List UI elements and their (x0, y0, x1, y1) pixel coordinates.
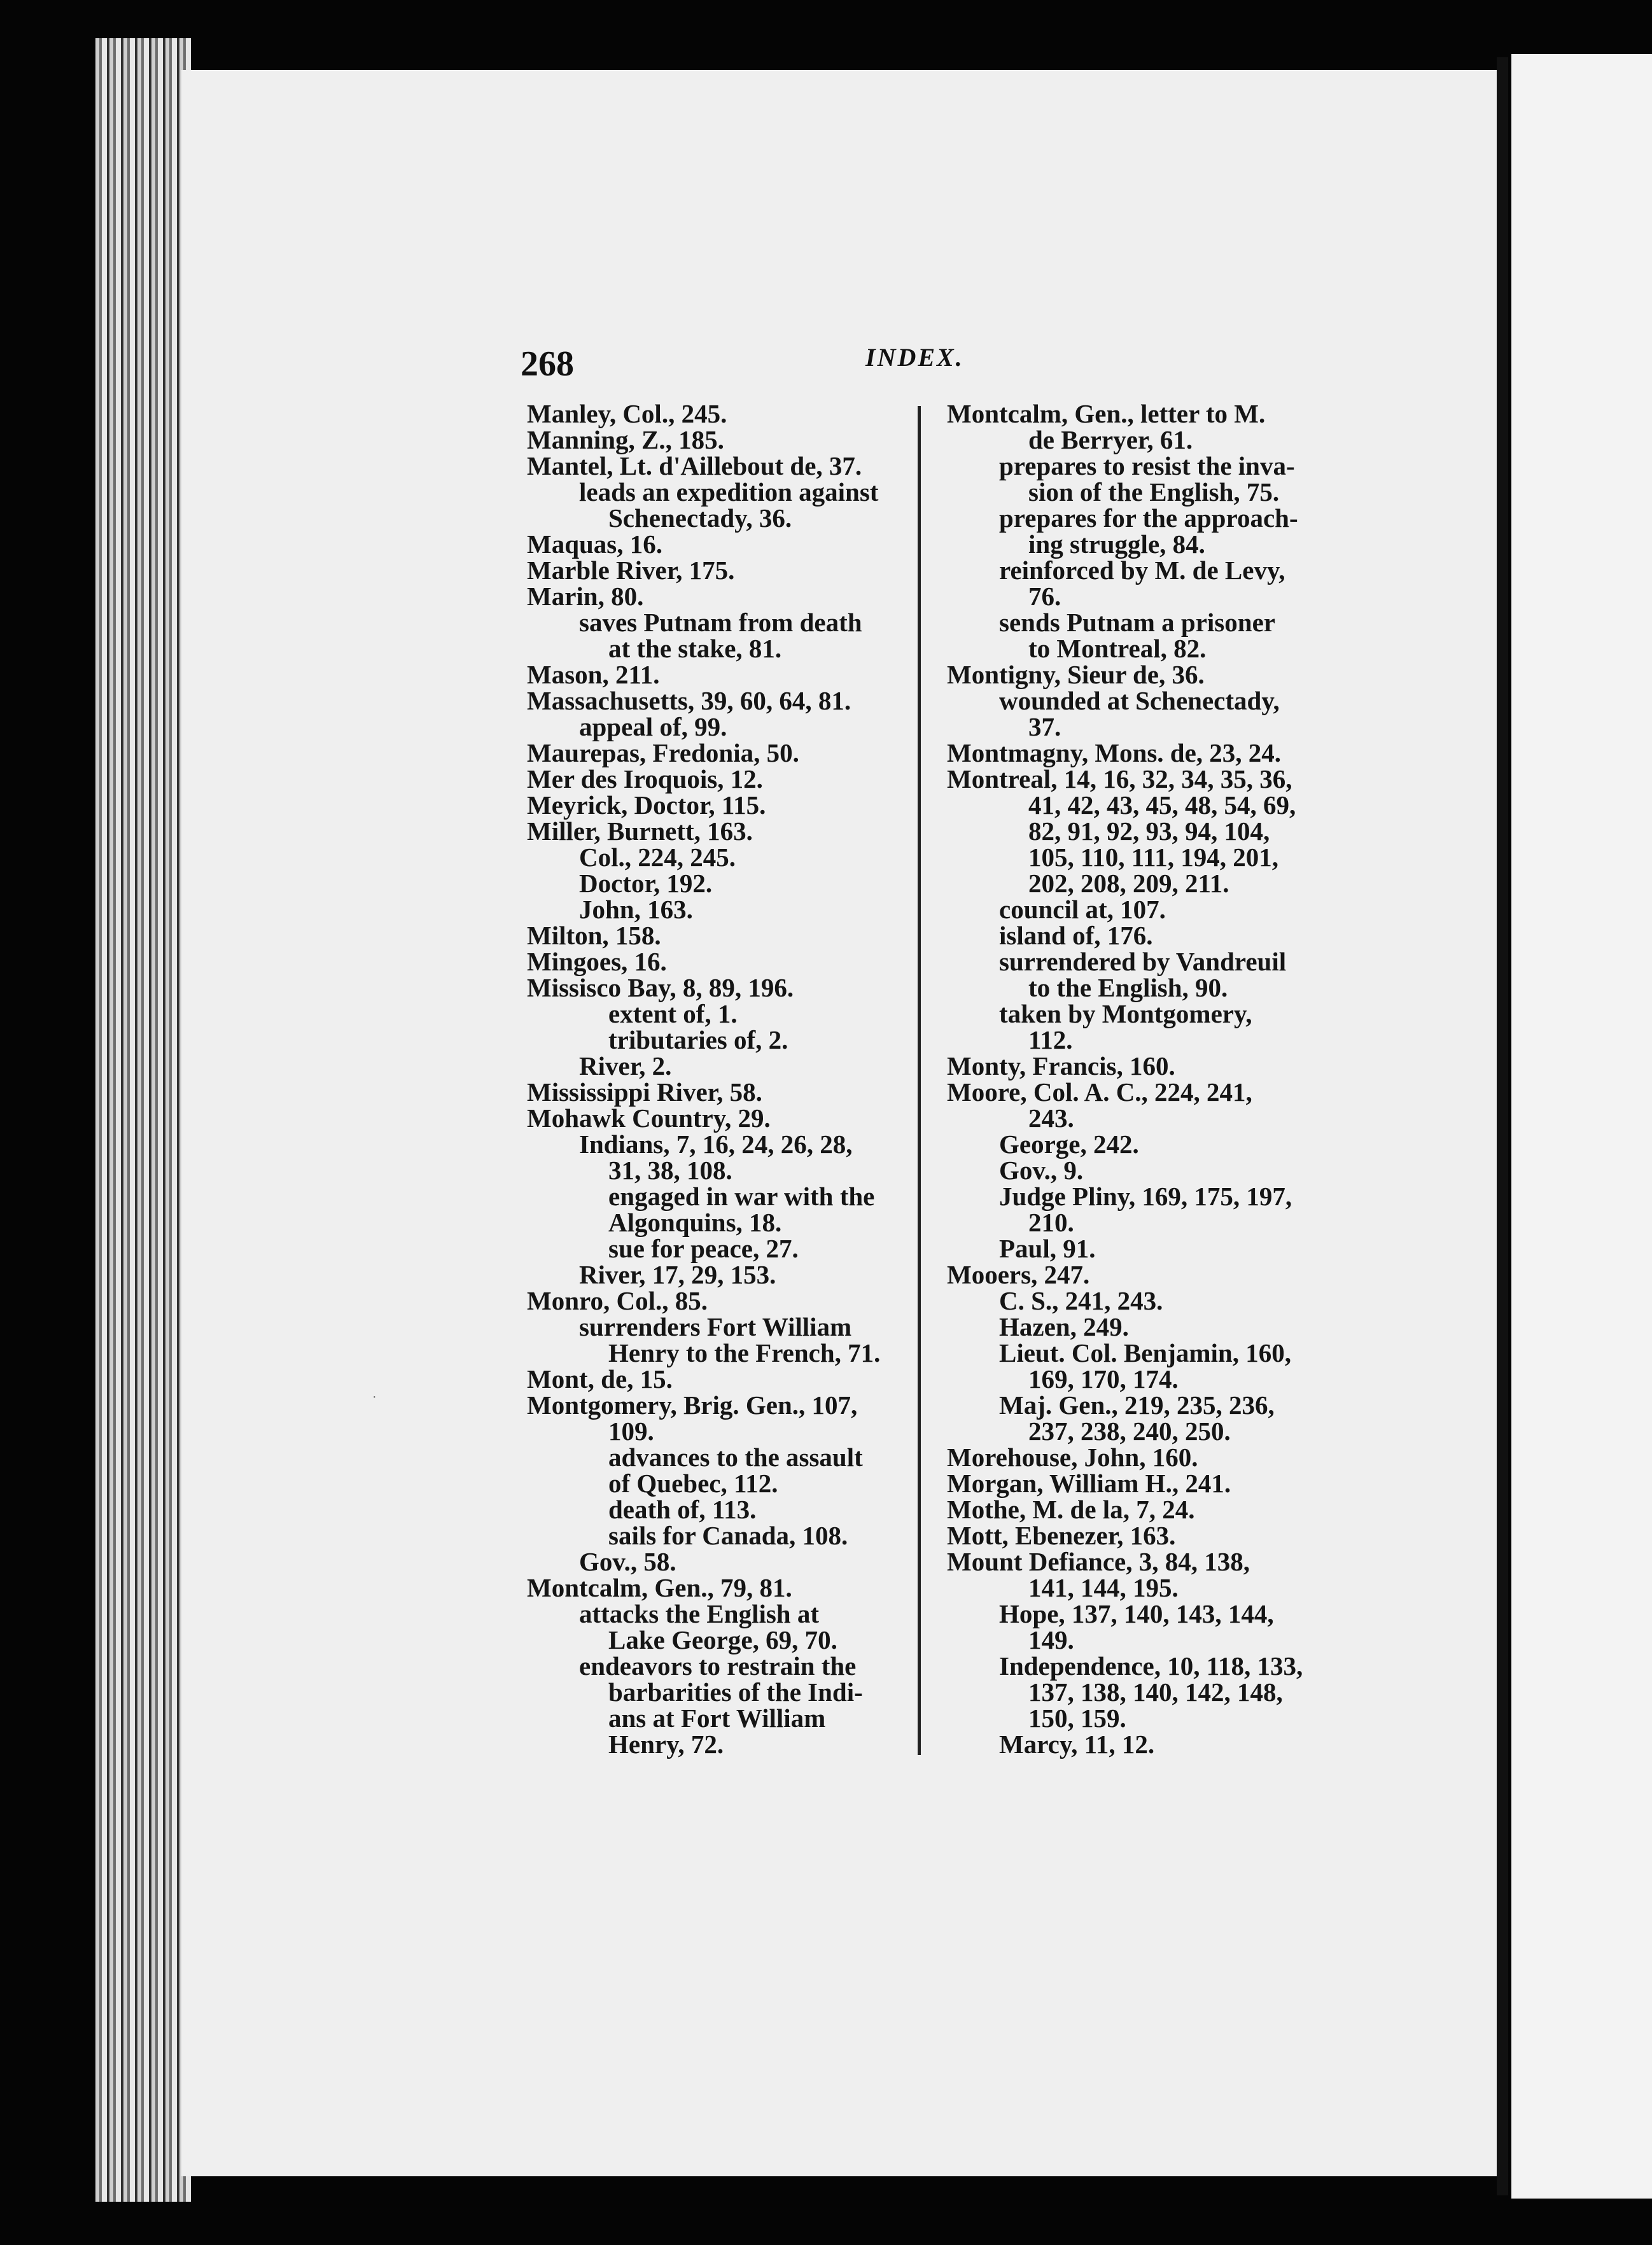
index-entry: Moore, Col. A. C., 224, 241, (947, 1077, 1252, 1107)
index-entry: taken by Montgomery, (999, 999, 1252, 1028)
index-entry: to the English, 90. (1028, 973, 1228, 1002)
index-entry: Mingoes, 16. (527, 947, 667, 976)
index-entry: 237, 238, 240, 250. (1028, 1416, 1231, 1446)
index-entry: Doctor, 192. (579, 869, 713, 898)
index-entry: Meyrick, Doctor, 115. (527, 790, 766, 820)
index-entry: Mantel, Lt. d'Aillebout de, 37. (527, 451, 862, 480)
index-entry: Indians, 7, 16, 24, 26, 28, (579, 1129, 853, 1159)
index-entry: Gov., 9. (999, 1156, 1084, 1185)
index-entry: Massachusetts, 39, 60, 64, 81. (527, 686, 851, 715)
index-entry: Mississippi River, 58. (527, 1077, 762, 1107)
index-entry: 243. (1028, 1103, 1074, 1133)
index-column-left (527, 401, 909, 1758)
index-entry: River, 17, 29, 153. (579, 1260, 776, 1289)
index-entry: Henry, 72. (608, 1730, 724, 1759)
index-entry: Algonquins, 18. (608, 1208, 782, 1237)
index-entry: Montcalm, Gen., 79, 81. (527, 1573, 792, 1602)
index-entry: Mooers, 247. (947, 1260, 1090, 1289)
index-entry: Mount Defiance, 3, 84, 138, (947, 1547, 1250, 1576)
index-entry: Independence, 10, 118, 133, (999, 1651, 1303, 1681)
index-entry: Maj. Gen., 219, 235, 236, (999, 1390, 1275, 1420)
index-entry: extent of, 1. (608, 999, 738, 1028)
index-entry: Lake George, 69, 70. (608, 1625, 837, 1654)
index-entry: prepares to resist the inva- (999, 451, 1295, 480)
index-entry: wounded at Schenectady, (999, 686, 1280, 715)
index-entry: Hope, 137, 140, 143, 144, (999, 1599, 1274, 1628)
index-entry: to Montreal, 82. (1028, 634, 1207, 663)
index-entry: island of, 176. (999, 921, 1153, 950)
index-entry: Monty, Francis, 160. (947, 1051, 1175, 1081)
index-entry: Montgomery, Brig. Gen., 107, (527, 1390, 858, 1420)
index-entry: Maurepas, Fredonia, 50. (527, 738, 799, 767)
index-entry: sends Putnam a prisoner (999, 608, 1275, 637)
index-entry: 37. (1028, 712, 1061, 741)
running-head: INDEX. (865, 343, 964, 372)
index-entry: surrendered by Vandreuil (999, 947, 1287, 976)
index-column-right (947, 401, 1322, 1758)
index-entry: Montcalm, Gen., letter to M. (947, 399, 1266, 428)
index-entry: 76. (1028, 582, 1061, 611)
index-entry: Morehouse, John, 160. (947, 1443, 1198, 1472)
index-entry: Mer des Iroquois, 12. (527, 764, 763, 794)
index-entry: Manning, Z., 185. (527, 425, 724, 454)
index-entry: Paul, 91. (999, 1234, 1096, 1263)
index-entry: surrenders Fort William (579, 1312, 852, 1341)
index-entry: Morgan, William H., 241. (947, 1469, 1231, 1498)
scan-speck: · (372, 1390, 377, 1404)
index-entry: Schenectady, 36. (608, 503, 792, 533)
index-entry: sion of the English, 75. (1028, 477, 1280, 507)
index-entry: Montigny, Sieur de, 36. (947, 660, 1205, 689)
index-entry: Mason, 211. (527, 660, 660, 689)
index-entry: prepares for the approach- (999, 503, 1298, 533)
index-entry: 112. (1028, 1025, 1073, 1054)
facing-page-edge (1511, 54, 1652, 2199)
index-entry: death of, 113. (608, 1495, 757, 1524)
index-entry: engaged in war with the (608, 1182, 875, 1211)
index-entry: appeal of, 99. (579, 712, 727, 741)
index-entry: Marin, 80. (527, 582, 644, 611)
index-entry: 82, 91, 92, 93, 94, 104, (1028, 816, 1270, 846)
page-gutter-line (1497, 57, 1508, 2195)
index-entry: Hazen, 249. (999, 1312, 1129, 1341)
index-entry: Mont, de, 15. (527, 1364, 673, 1394)
index-entry: 41, 42, 43, 45, 48, 54, 69, (1028, 790, 1296, 820)
book-binding-edge (95, 38, 191, 2202)
index-entry: tributaries of, 2. (608, 1025, 788, 1054)
index-entry: 109. (608, 1416, 654, 1446)
index-entry: Col., 224, 245. (579, 843, 736, 872)
index-entry: ing struggle, 84. (1028, 529, 1205, 559)
index-entry: C. S., 241, 243. (999, 1286, 1163, 1315)
index-entry: of Quebec, 112. (608, 1469, 778, 1498)
index-entry: Milton, 158. (527, 921, 661, 950)
index-entry: Marble River, 175. (527, 556, 735, 585)
index-entry: Gov., 58. (579, 1547, 676, 1576)
index-entry: advances to the assault (608, 1443, 863, 1472)
index-entry: council at, 107. (999, 895, 1166, 924)
index-entry: John, 163. (579, 895, 693, 924)
index-entry: Missisco Bay, 8, 89, 196. (527, 973, 794, 1002)
index-entry: Montmagny, Mons. de, 23, 24. (947, 738, 1282, 767)
index-entry: River, 2. (579, 1051, 672, 1081)
index-entry: Monro, Col., 85. (527, 1286, 708, 1315)
index-entry: George, 242. (999, 1129, 1139, 1159)
index-entry: 141, 144, 195. (1028, 1573, 1179, 1602)
index-entry: 210. (1028, 1208, 1074, 1237)
index-entry: Manley, Col., 245. (527, 399, 727, 428)
index-entry: leads an expedition against (579, 477, 879, 507)
index-entry: endeavors to restrain the (579, 1651, 857, 1681)
index-entry: 150, 159. (1028, 1703, 1126, 1733)
index-entry: Miller, Burnett, 163. (527, 816, 753, 846)
index-entry: Mothe, M. de la, 7, 24. (947, 1495, 1195, 1524)
index-entry: Marcy, 11, 12. (999, 1730, 1155, 1759)
column-rule (918, 406, 921, 1755)
index-entry: saves Putnam from death (579, 608, 862, 637)
index-entry: 202, 208, 209, 211. (1028, 869, 1229, 898)
index-entry: 105, 110, 111, 194, 201, (1028, 843, 1278, 872)
index-entry: attacks the English at (579, 1599, 820, 1628)
index-entry: reinforced by M. de Levy, (999, 556, 1285, 585)
index-entry: Henry to the French, 71. (608, 1338, 881, 1367)
index-entry: 137, 138, 140, 142, 148, (1028, 1677, 1283, 1707)
index-entry: 149. (1028, 1625, 1074, 1654)
index-entry: barbarities of the Indi- (608, 1677, 863, 1707)
index-entry: Mohawk Country, 29. (527, 1103, 771, 1133)
index-entry: ans at Fort William (608, 1703, 826, 1733)
index-entry: Judge Pliny, 169, 175, 197, (999, 1182, 1292, 1211)
index-entry: 169, 170, 174. (1028, 1364, 1179, 1394)
index-entry: sails for Canada, 108. (608, 1521, 848, 1550)
index-entry: at the stake, 81. (608, 634, 782, 663)
index-entry: 31, 38, 108. (608, 1156, 732, 1185)
index-entry: de Berryer, 61. (1028, 425, 1193, 454)
page-number: 268 (521, 344, 574, 384)
index-entry: Montreal, 14, 16, 32, 34, 35, 36, (947, 764, 1292, 794)
index-entry: Maquas, 16. (527, 529, 663, 559)
index-entry: sue for peace, 27. (608, 1234, 799, 1263)
index-entry: Lieut. Col. Benjamin, 160, (999, 1338, 1291, 1367)
index-entry: Mott, Ebenezer, 163. (947, 1521, 1176, 1550)
